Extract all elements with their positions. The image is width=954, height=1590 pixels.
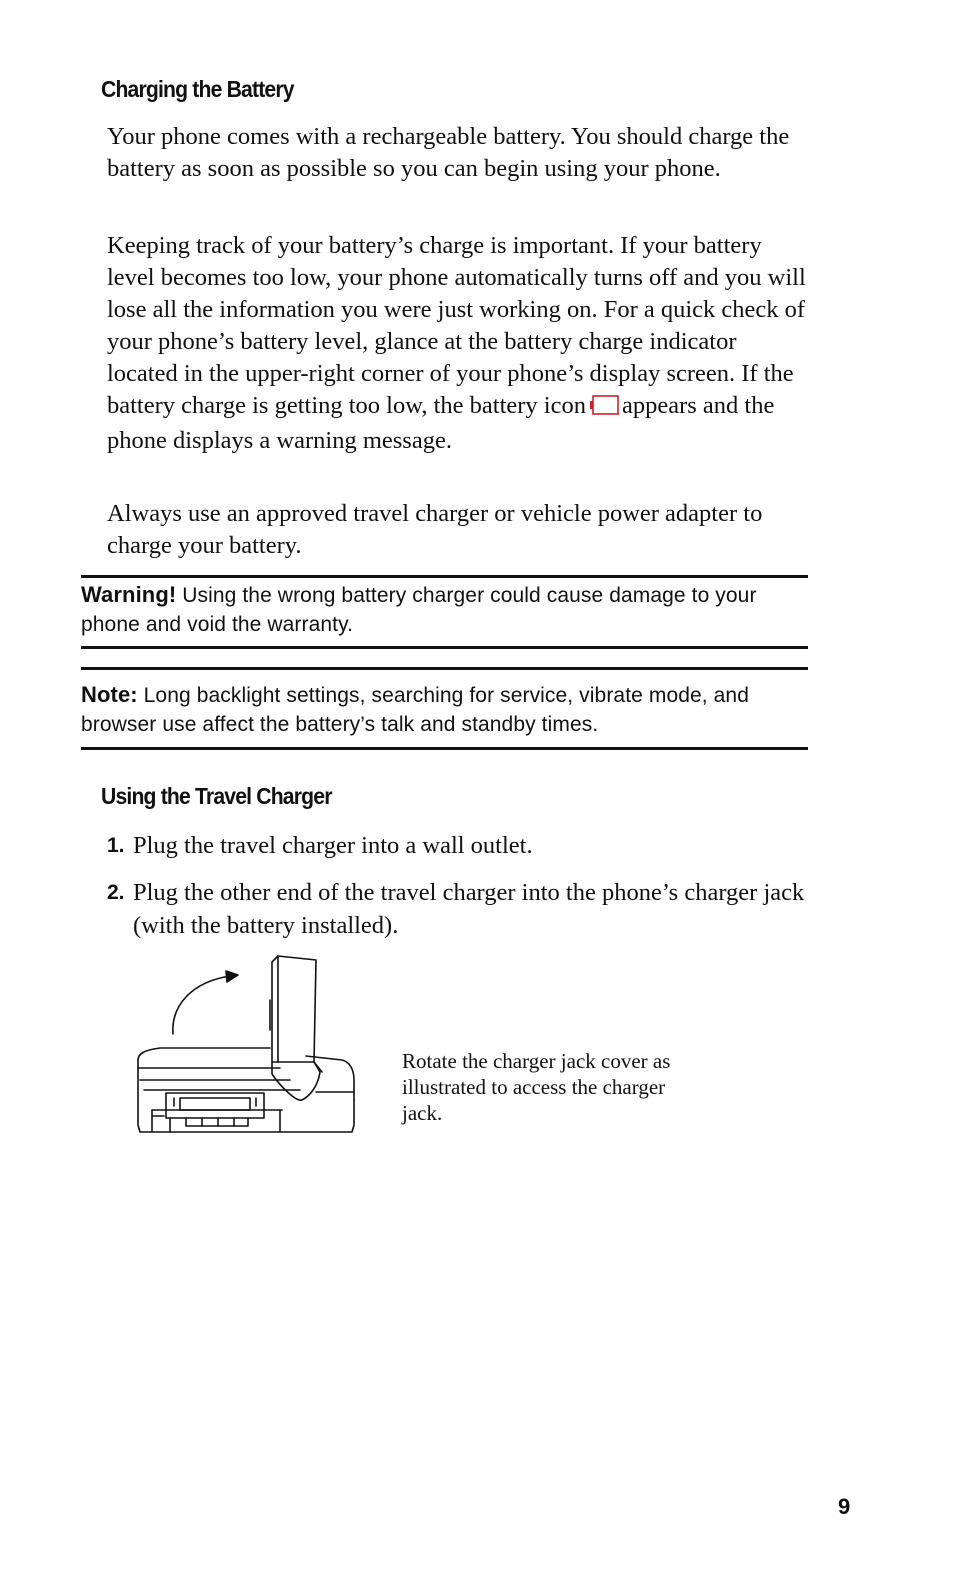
paragraph-battery-level-text-end: appears and the phone displays a warning message. (107, 392, 775, 454)
paragraph-intro: Your phone comes with a rechargeable battery. You should charge the battery as soon as possible so you can begin using your phone. (107, 123, 790, 182)
warning-text: Using the wrong battery charger could cause damage to your phone and void the warranty. (81, 584, 757, 636)
section-heading-charging: Charging the Battery (101, 76, 294, 102)
divider (81, 646, 808, 649)
paragraph-battery-level-text: Keeping track of your battery’s charge is important. If your battery level becomes too low, your phone automatically turns off and you will lose all the information you were just working on. For a quick check of your phone’s battery level, glance at the battery charge indicator located in the upper-right corner of your phone’s display screen. If the battery charge is getting too low, the battery icon (107, 232, 806, 419)
warning-label: Warning! (81, 582, 177, 607)
paragraph-approved-charger: Always use an approved travel charger or vehicle power adapter to charge your battery. (107, 500, 763, 559)
section-heading-travel-charger: Using the Travel Charger (101, 783, 332, 809)
step-item (107, 876, 807, 942)
note-box (81, 680, 808, 739)
illustration-caption: Rotate the charger jack cover as illustrated to access the charger jack. (402, 1049, 671, 1125)
note-label: Note: (81, 682, 138, 707)
warning-box (81, 580, 808, 639)
divider (81, 667, 808, 670)
note-text: Long backlight settings, searching for service, vibrate mode, and browser use affect the battery’s talk and standby times. (81, 684, 749, 736)
page-number: 9 (838, 1494, 851, 1519)
step-number: 1. (107, 834, 125, 857)
phone-charger-jack-illustration (130, 950, 370, 1145)
step-text: Plug the travel charger into a wall outlet. (133, 832, 533, 859)
step-text: Plug the other end of the travel charger into the phone’s charger jack (with the battery installed). (133, 879, 805, 939)
step-number: 2. (107, 881, 125, 904)
low-battery-icon (590, 393, 620, 425)
step-item (107, 829, 807, 862)
divider (81, 575, 808, 578)
divider (81, 747, 808, 750)
paragraph-battery-level (107, 230, 807, 457)
